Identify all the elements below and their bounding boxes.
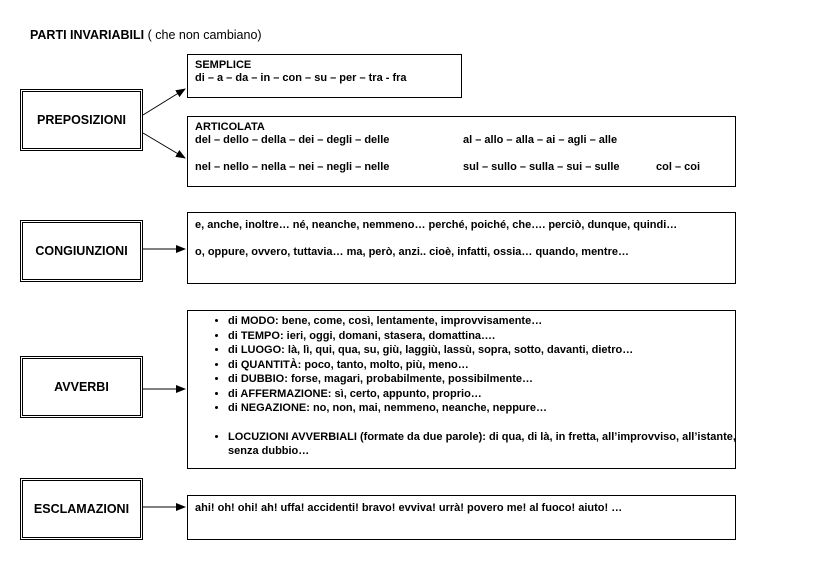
congiunzioni-line1: e, anche, inoltre… né, neanche, nemmeno… perché, poiché, che…. perciò, dunque, quindi… [195,219,678,231]
list-item: • di DUBBIO: forse, magari, probabilmente, possibilmente… [228,372,738,387]
articolata-row1-left: del – dello – della – dei – degli – delle [195,134,390,146]
esclamazioni-line: ahi! oh! ohi! ah! uffa! accidenti! bravo! evviva! urrà! povero me! al fuoco! aiuto! … [195,502,623,514]
articolata-row2-right: col – coi [656,161,701,173]
label-preposizioni: PREPOSIZIONI [20,89,143,151]
avverbi-list [210,314,738,459]
list-item: • di TEMPO: ieri, oggi, domani, stasera, domattina…. [228,329,738,344]
arrow-semplice [143,89,185,115]
title-sub: ( che non cambiano) [147,28,262,42]
list-item: • di LUOGO: là, lì, qui, qua, su, giù, laggiù, lassù, sopra, sotto, davanti, dietro… [228,343,738,358]
arrow-articolata [143,133,185,158]
articolata-heading: ARTICOLATA [195,121,265,133]
congiunzioni-line2: o, oppure, ovvero, tuttavia… ma, però, anzi.. cioè, infatti, ossia… quando, mentre… [195,246,629,258]
list-item: • di NEGAZIONE: no, non, mai, nemmeno, neanche, neppure… [228,401,738,416]
label-esclamazioni: ESCLAMAZIONI [20,478,143,540]
list-item: • di QUANTITÀ: poco, tanto, molto, più, meno… [228,358,738,373]
title-main: PARTI INVARIABILI [30,28,145,42]
label-congiunzioni: CONGIUNZIONI [20,220,143,282]
articolata-row1-right: al – allo – alla – ai – agli – alle [463,134,618,146]
list-item: • di MODO: bene, come, così, lentamente, improvvisamente… [228,314,738,329]
list-item: • di AFFERMAZIONE: sì, certo, appunto, proprio… [228,387,738,402]
articolata-row2-mid: sul – sullo – sulla – sui – sulle [463,161,620,173]
box-articolata [187,116,736,187]
list-item-locuzioni: • LOCUZIONI AVVERBIALI (formate da due parole): di qua, di là, in fretta, all’improvviso, all’istante, senza dubbio… [228,430,738,459]
semplice-line: di – a – da – in – con – su – per – tra - fra [195,72,407,84]
label-avverbi: AVVERBI [20,356,143,418]
semplice-heading: SEMPLICE [195,59,252,71]
articolata-row2-left: nel – nello – nella – nei – negli – nelle [195,161,390,173]
